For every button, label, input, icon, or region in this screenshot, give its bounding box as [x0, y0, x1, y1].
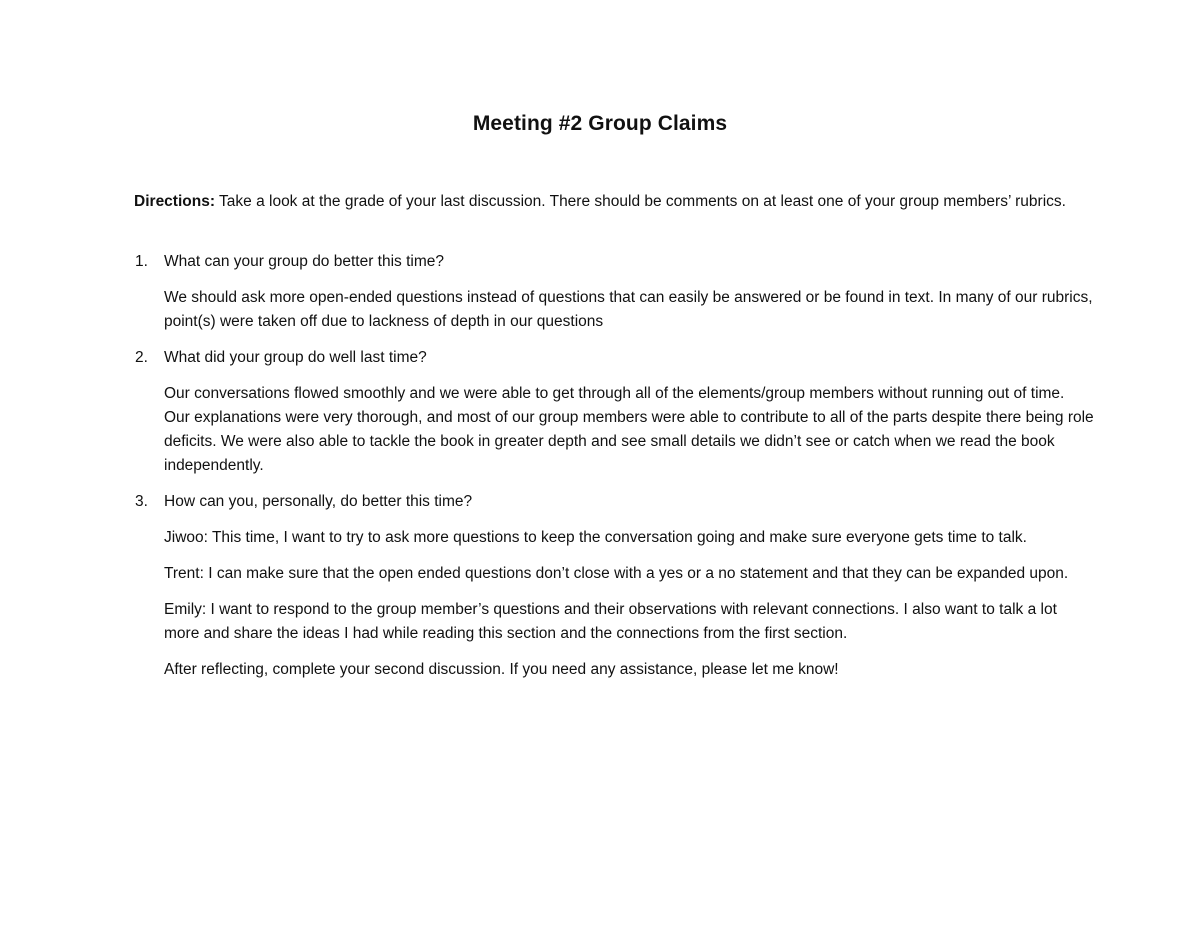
question-item [0, 346, 1200, 370]
question-item [0, 250, 1200, 274]
directions-text: Take a look at the grade of your last discussion. There should be comments on at least one of your group members’ rubrics. [215, 193, 1066, 210]
question-item [0, 490, 1200, 514]
question-text: How can you, personally, do better this time? [164, 493, 473, 510]
directions-label: Directions: [134, 193, 215, 210]
question-text: What can your group do better this time? [164, 253, 445, 270]
answer-paragraph-emily: Emily: I want to respond to the group member’s questions and their observations with relevant connections. I also want to talk a lot more and share the ideas I had while reading this section and the connections from the first section. [164, 601, 1057, 642]
answer-paragraph: Our conversations flowed smoothly and we were able to get through all of the elements/group members without running out of time. Our explanations were very thorough, and most of our group members were able to contribute to all of the parts despite there being role deficits. We were also able to tackle the book in greater depth and see small details we didn’t see or catch when we read the book independently. [164, 385, 1094, 474]
answer-paragraph-trent: Trent: I can make sure that the open ended questions don’t close with a yes or a no statement and that they can be expanded upon. [164, 565, 1069, 582]
page-title: Meeting #2 Group Claims [472, 112, 728, 135]
question-number: 1. [135, 253, 148, 270]
closing-paragraph: After reflecting, complete your second discussion. If you need any assistance, please let me know! [164, 661, 839, 678]
answer-paragraph: We should ask more open-ended questions instead of questions that can easily be answered or be found in text. In many of our rubrics, point(s) were taken off due to lackness of depth in our questions [164, 289, 1093, 330]
question-number: 3. [135, 493, 148, 510]
answer-paragraph-jiwoo: Jiwoo: This time, I want to try to ask more questions to keep the conversation going and make sure everyone gets time to talk. [164, 529, 1027, 546]
question-list [0, 250, 1200, 682]
directions-paragraph [128, 190, 1072, 214]
question-text: What did your group do well last time? [164, 349, 427, 366]
question-number: 2. [135, 349, 148, 366]
